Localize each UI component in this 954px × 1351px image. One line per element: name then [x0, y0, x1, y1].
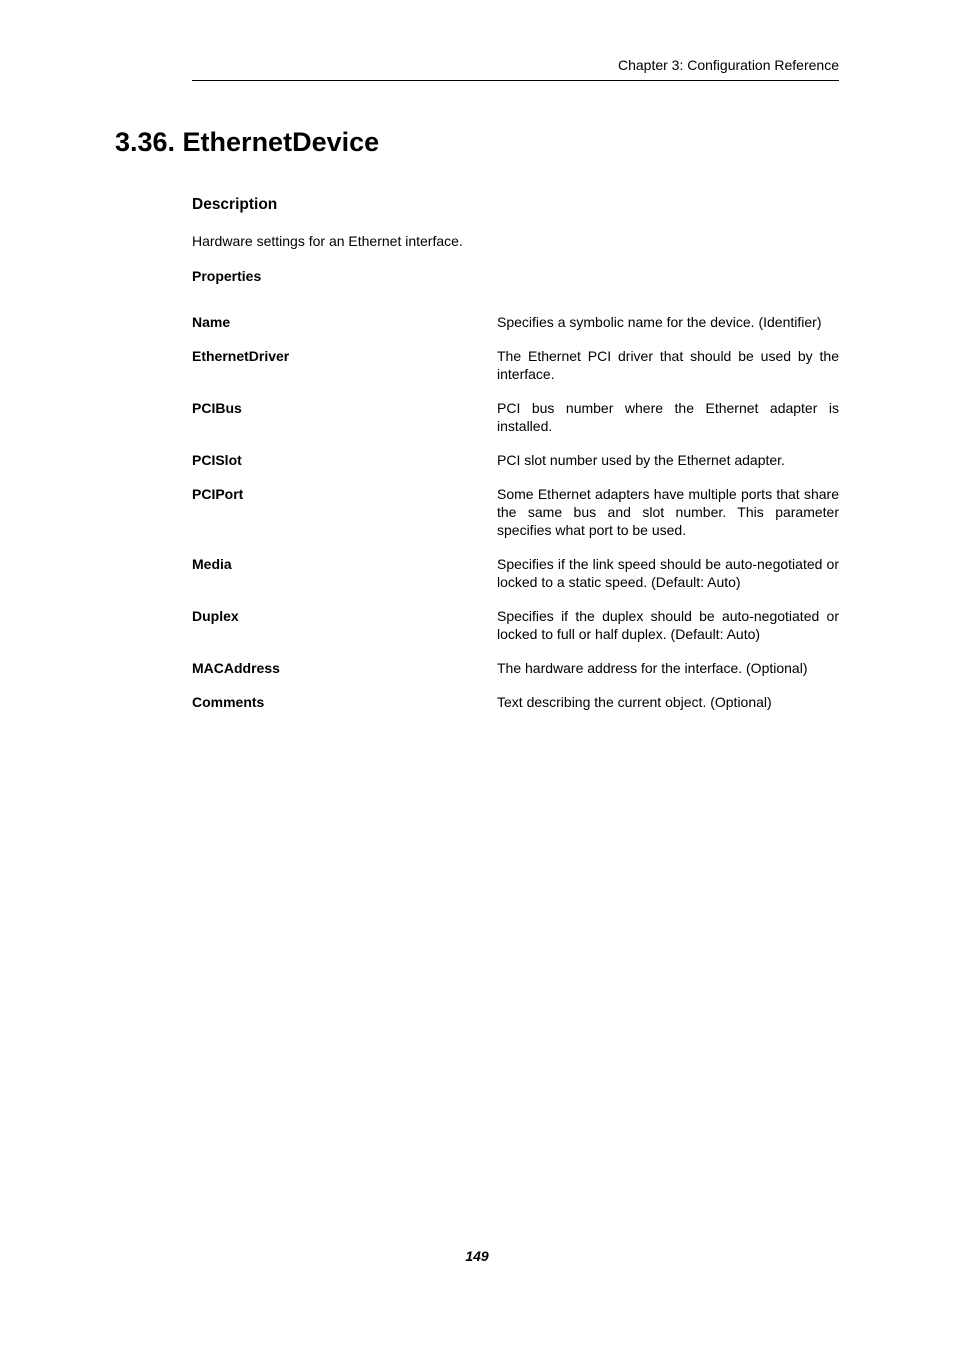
property-description: Specifies if the duplex should be auto-negotiated or locked to full or half duplex. (Default: Auto) [497, 608, 839, 642]
property-row-comments [192, 693, 839, 711]
properties-heading: Properties [192, 268, 262, 284]
property-name: Duplex [192, 608, 239, 624]
property-row-name [192, 313, 839, 331]
property-row-media [192, 555, 839, 591]
property-description: PCI bus number where the Ethernet adapter is installed. [497, 400, 839, 434]
description-heading: Description [192, 196, 278, 213]
property-description: PCI slot number used by the Ethernet adapter. [497, 452, 785, 468]
property-description: Specifies if the link speed should be auto-negotiated or locked to a static speed. (Default: Auto) [497, 556, 839, 590]
property-description: The Ethernet PCI driver that should be used by the interface. [497, 348, 839, 382]
property-name: PCIPort [192, 486, 244, 502]
page-number: 149 [465, 1248, 489, 1264]
property-row-ethernetdriver [192, 347, 839, 383]
section-title: 3.36. EthernetDevice [115, 127, 380, 157]
property-description: Text describing the current object. (Optional) [497, 694, 772, 710]
property-row-pcibus [192, 399, 839, 435]
description-text: Hardware settings for an Ethernet interface. [192, 233, 463, 249]
property-description: The hardware address for the interface. (Optional) [497, 660, 808, 676]
property-row-pciport [192, 485, 839, 539]
property-name: MACAddress [192, 660, 280, 676]
property-row-pcislot [192, 451, 839, 469]
property-name: PCISlot [192, 452, 242, 468]
page-header [192, 54, 839, 81]
property-name: Comments [192, 694, 265, 710]
property-row-duplex [192, 607, 839, 643]
properties-list [192, 313, 839, 727]
property-name: EthernetDriver [192, 348, 290, 364]
property-name: Media [192, 556, 232, 572]
property-description: Some Ethernet adapters have multiple ports that share the same bus and slot number. This parameter specifies what port to be used. [497, 486, 839, 538]
chapter-title: Chapter 3: Configuration Reference [617, 57, 839, 73]
property-row-macaddress [192, 659, 839, 677]
property-name: Name [192, 314, 231, 330]
property-description: Specifies a symbolic name for the device. (Identifier) [497, 314, 822, 330]
property-name: PCIBus [192, 400, 242, 416]
